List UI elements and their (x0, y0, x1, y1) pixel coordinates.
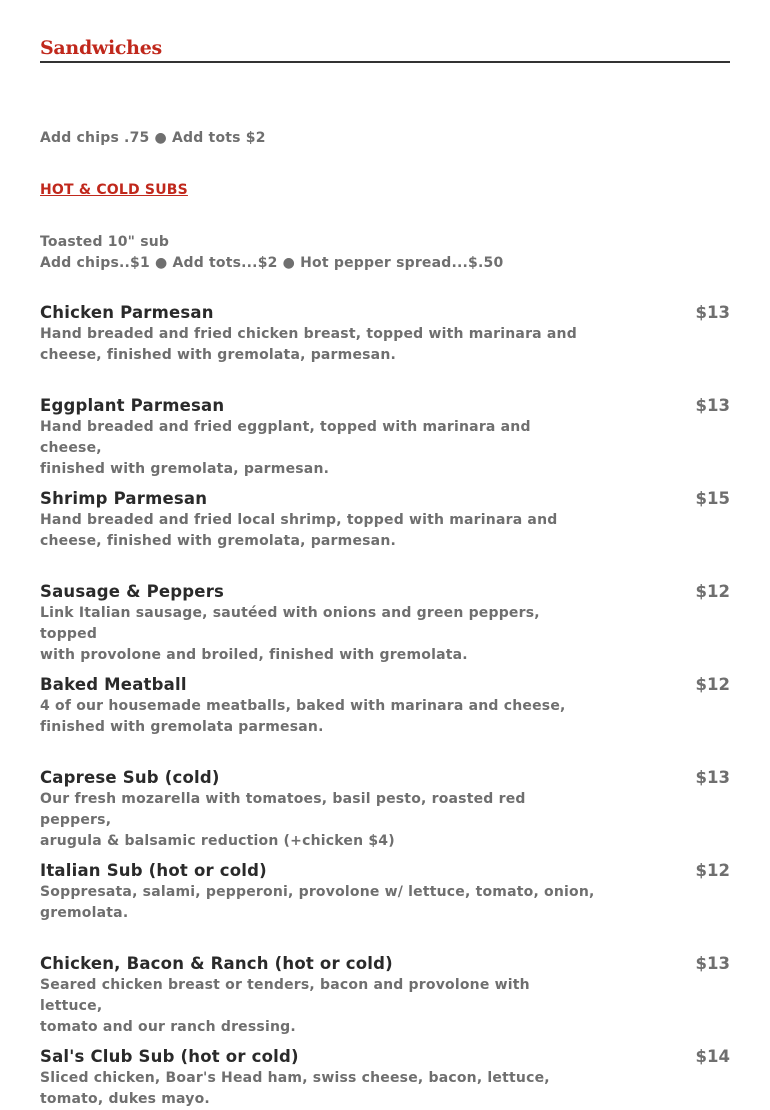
item-description-line: finished with gremolata, parmesan. (40, 461, 330, 477)
item-description-line: 4 of our housemade meatballs, baked with marinara and cheese, (40, 698, 566, 714)
menu-item-caprese-sub (40, 767, 730, 852)
item-name: Sal's Club Sub (hot or cold) (40, 1047, 299, 1066)
item-price: $13 (695, 954, 730, 973)
item-price: $13 (695, 396, 730, 415)
item-description-line: Hand breaded and fried local shrimp, topped with marinara and (40, 512, 558, 528)
item-description-line: Hand breaded and fried eggplant, topped with marinara and cheese, (40, 419, 531, 456)
menu-item-chicken-parmesan (40, 302, 730, 366)
item-description-line: Hand breaded and fried chicken breast, topped with marinara and (40, 326, 577, 342)
item-name: Sausage & Peppers (40, 582, 225, 601)
menu-item-shrimp-parmesan (40, 488, 730, 552)
item-name: Baked Meatball (40, 675, 187, 694)
subsection-title: HOT & COLD SUBS (40, 182, 188, 198)
menu-item-chicken-bacon-ranch (40, 953, 730, 1038)
subsection-note-line: Add chips..$1 ● Add tots...$2 ● Hot pepper spread...$.50 (40, 255, 504, 271)
item-description-line: with provolone and broiled, finished with gremolata. (40, 647, 468, 663)
item-name: Chicken, Bacon & Ranch (hot or cold) (40, 954, 393, 973)
item-description-line: arugula & balsamic reduction (+chicken $4) (40, 833, 395, 849)
menu-item-sausage-peppers (40, 581, 730, 666)
item-name: Shrimp Parmesan (40, 489, 208, 508)
item-description-line: tomato and our ranch dressing. (40, 1019, 296, 1035)
item-name: Italian Sub (hot or cold) (40, 861, 267, 880)
item-description-line: Sliced chicken, Boar's Head ham, swiss cheese, bacon, lettuce, (40, 1070, 550, 1086)
item-description-line: Seared chicken breast or tenders, bacon and provolone with lettuce, (40, 977, 530, 1014)
item-price: $15 (695, 489, 730, 508)
section-title: Sandwiches (40, 37, 162, 59)
item-name: Eggplant Parmesan (40, 396, 225, 415)
item-description-line: Our fresh mozarella with tomatoes, basil pesto, roasted red peppers, (40, 791, 526, 828)
item-name: Chicken Parmesan (40, 303, 214, 322)
subsection-note (40, 232, 503, 274)
menu-item-baked-meatball (40, 674, 730, 738)
menu-item-sals-club-sub (40, 1046, 730, 1110)
item-price: $12 (695, 861, 730, 880)
menu-item-eggplant-parmesan (40, 395, 730, 480)
item-description-line: tomato, dukes mayo. (40, 1091, 210, 1107)
item-description-line: cheese, finished with gremolata, parmesan. (40, 533, 397, 549)
item-price: $13 (695, 303, 730, 322)
item-description-line: finished with gremolata parmesan. (40, 719, 324, 735)
item-description-line: gremolata. (40, 905, 129, 921)
menu-item-italian-sub (40, 860, 730, 924)
sandwich-addons-note: Add chips .75 ● Add tots $2 (40, 130, 266, 146)
section-divider (40, 61, 730, 63)
item-price: $14 (695, 1047, 730, 1066)
item-description-line: cheese, finished with gremolata, parmesan. (40, 347, 397, 363)
item-price: $13 (695, 768, 730, 787)
item-description-line: Soppresata, salami, pepperoni, provolone w/ lettuce, tomato, onion, (40, 884, 595, 900)
item-price: $12 (695, 582, 730, 601)
subsection-note-line: Toasted 10" sub (40, 234, 170, 250)
item-description-line: Link Italian sausage, sautéed with onions and green peppers, topped (40, 605, 540, 642)
item-name: Caprese Sub (cold) (40, 768, 220, 787)
item-price: $12 (695, 675, 730, 694)
